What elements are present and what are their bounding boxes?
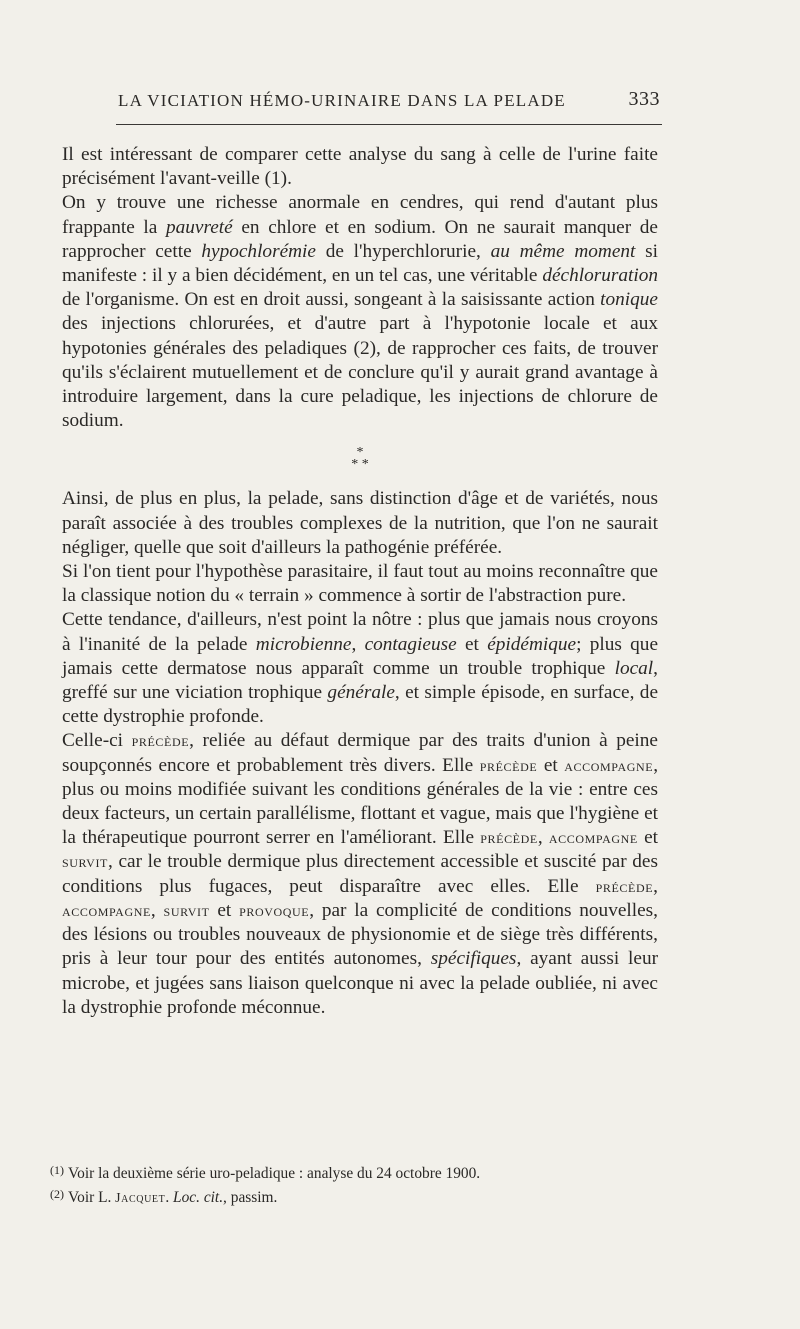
separator-star-top: * bbox=[356, 445, 364, 461]
footnote-1: $^{(1)}$ Voir la deuxième série uro-peladique : analyse du 24 octobre 1900. bbox=[50, 1163, 481, 1182]
paragraph-6: Celle-ci précède, reliée au défaut dermique par des traits d'union à peine soupçonnés encore et probablement très divers. Elle précède et accompagne, plus ou moins modifiée suivant les conditions générales de la vie : entre ces deux facteurs, un certain parallélisme, flottant et vague, mais que l'hygiène et la thérapeutique pourront serrer en l'améliorant. Elle précède, accompagne et survit, car le trouble dermique plus directement accessible et suscité par des conditions plus fugaces, peut disparaître avec elles. Elle précède, accompagne, survit et provoque, par la complicité de conditions nouvelles, des lésions ou troubles nouveaux de physionomie et de siège très différents, pris à leur tour pour des entités autonomes, spécifiques, ayant aussi leur microbe, et jugées sans liaison quelconque ni avec la pelade oubliée, ni avec la dystrophie profonde méconnue. bbox=[62, 730, 659, 1018]
section-separator bbox=[62, 447, 658, 471]
paragraph-3: Ainsi, de plus en plus, la pelade, sans distinction d'âge et de variétés, nous paraît associée à des troubles complexes de la nutrition, que l'on ne saurait négliger, quelle que soit d'ailleurs la pathogénie préférée. bbox=[62, 488, 658, 558]
separator-stars-bottom: * * bbox=[351, 457, 369, 473]
header-rule bbox=[116, 124, 662, 125]
footnote-2: $^{(2)}$ Voir L. Jacquet. Loc. cit., passim. bbox=[50, 1187, 278, 1206]
body-text bbox=[62, 143, 658, 1020]
paragraph-5: Cette tendance, d'ailleurs, n'est point la nôtre : plus que jamais nous croyons à l'inanité de la pelade microbienne, contagieuse et épidémique; plus que jamais cette dermatose nous apparaît comme un trouble trophique local, greffé sur une viciation trophique générale, et simple épisode, en surface, de cette dystrophie profonde. bbox=[62, 609, 659, 728]
paragraph-4: Si l'on tient pour l'hypothèse parasitaire, il faut tout au moins reconnaître que la classique notion du « terrain » commence à sortir de l'abstraction pure. bbox=[62, 561, 658, 607]
footnotes bbox=[50, 1160, 650, 1208]
page-number: 333 bbox=[628, 88, 660, 110]
paragraph-2: On y trouve une richesse anormale en cendres, qui rend d'autant plus frappante la pauvreté en chlore et en sodium. On ne saurait manquer de rapprocher cette hypochlorémie de l'hyperchlorurie, au même moment si manifeste : il y a bien décidément, en un tel cas, une véritable déchloruration de l'organisme. On est en droit aussi, songeant à la saisissante action tonique des injections chlorurées, et d'autre part à l'hypotonie locale et aux hypotonies générales des peladiques (2), de rapprocher ces faits, de trouver qu'ils s'éclairent mutuellement et de conclure qu'il y aurait grand avantage à introduire largement, dans la cure peladique, les injections de chlorure de sodium. bbox=[62, 192, 658, 432]
paragraph-1: Il est intéressant de comparer cette analyse du sang à celle de l'urine faite précisément l'avant-veille (1). bbox=[62, 144, 658, 190]
running-title: LA VICIATION HÉMO-URINAIRE DANS LA PELADE bbox=[118, 91, 566, 110]
